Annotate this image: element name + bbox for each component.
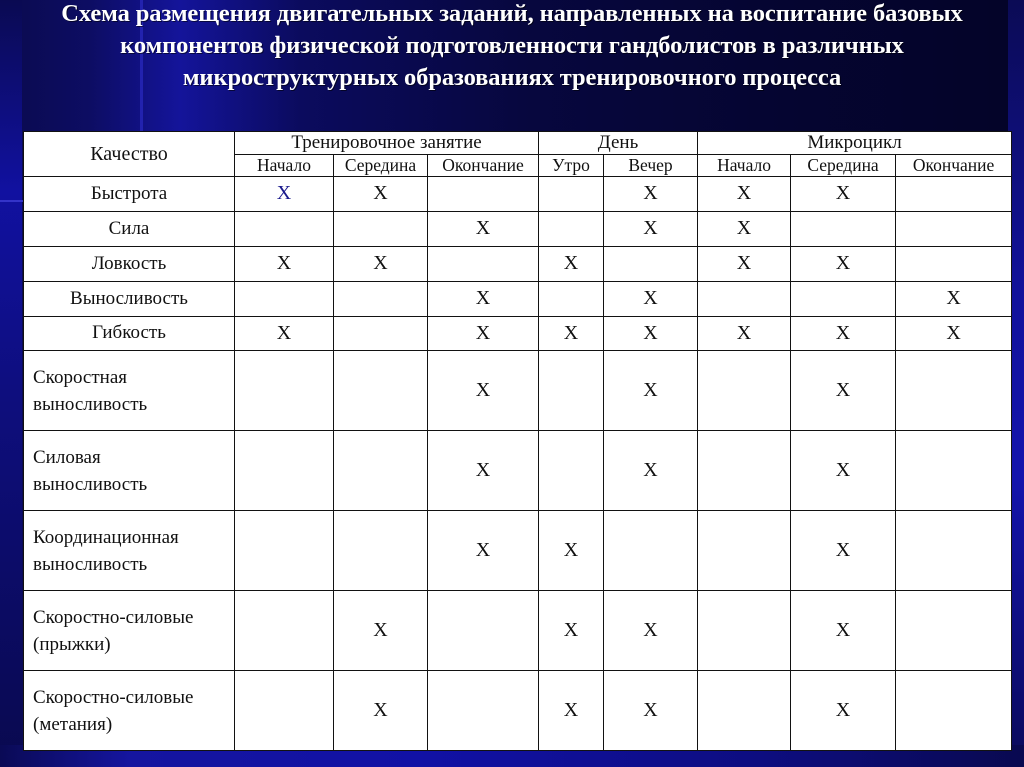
row-label: Координационная выносливость bbox=[24, 511, 235, 591]
cell-mark: X bbox=[428, 431, 539, 511]
cell-mark bbox=[334, 281, 428, 316]
table-row bbox=[24, 246, 1012, 281]
cell-mark: X bbox=[604, 671, 698, 751]
cell-mark: X bbox=[428, 211, 539, 246]
schema-table bbox=[23, 131, 1012, 751]
cell-mark: X bbox=[334, 177, 428, 212]
cell-mark: X bbox=[428, 281, 539, 316]
header-group-day: День bbox=[539, 132, 698, 155]
row-label: Скоростно-силовые (метания) bbox=[24, 671, 235, 751]
table-row bbox=[24, 511, 1012, 591]
table-row bbox=[24, 431, 1012, 511]
cell-mark bbox=[235, 591, 334, 671]
row-label: Быстрота bbox=[24, 177, 235, 212]
table-row bbox=[24, 316, 1012, 351]
cell-mark: X bbox=[539, 316, 604, 351]
header-sub-ts-start: Начало bbox=[235, 155, 334, 177]
cell-mark: X bbox=[604, 177, 698, 212]
cell-mark bbox=[235, 671, 334, 751]
schema-table-container bbox=[23, 131, 1011, 751]
cell-mark: X bbox=[539, 591, 604, 671]
cell-mark bbox=[539, 177, 604, 212]
cell-mark: X bbox=[428, 351, 539, 431]
cell-mark bbox=[539, 431, 604, 511]
row-label: Силовая выносливость bbox=[24, 431, 235, 511]
cell-mark bbox=[539, 351, 604, 431]
cell-mark: X bbox=[791, 511, 896, 591]
cell-mark: X bbox=[604, 431, 698, 511]
cell-mark: X bbox=[235, 316, 334, 351]
cell-mark bbox=[235, 281, 334, 316]
cell-mark bbox=[896, 431, 1012, 511]
cell-mark: X bbox=[896, 316, 1012, 351]
cell-mark bbox=[334, 316, 428, 351]
cell-mark: X bbox=[791, 671, 896, 751]
row-label: Ловкость bbox=[24, 246, 235, 281]
cell-mark: X bbox=[896, 281, 1012, 316]
table-row bbox=[24, 351, 1012, 431]
row-label: Скоростно-силовые (прыжки) bbox=[24, 591, 235, 671]
cell-mark: X bbox=[235, 246, 334, 281]
cell-mark: X bbox=[604, 281, 698, 316]
header-sub-day-evening: Вечер bbox=[604, 155, 698, 177]
cell-mark: X bbox=[235, 177, 334, 212]
cell-mark bbox=[235, 351, 334, 431]
table-row bbox=[24, 591, 1012, 671]
cell-mark bbox=[604, 511, 698, 591]
cell-mark: X bbox=[334, 246, 428, 281]
cell-mark bbox=[235, 211, 334, 246]
cell-mark: X bbox=[428, 316, 539, 351]
cell-mark bbox=[334, 351, 428, 431]
cell-mark bbox=[235, 431, 334, 511]
table-row bbox=[24, 281, 1012, 316]
cell-mark: X bbox=[334, 671, 428, 751]
cell-mark bbox=[698, 351, 791, 431]
table-header-group-row bbox=[24, 132, 1012, 155]
cell-mark: X bbox=[428, 511, 539, 591]
row-label: Сила bbox=[24, 211, 235, 246]
cell-mark bbox=[896, 177, 1012, 212]
cell-mark bbox=[698, 671, 791, 751]
cell-mark bbox=[235, 511, 334, 591]
cell-mark bbox=[698, 591, 791, 671]
cell-mark: X bbox=[791, 351, 896, 431]
header-quality: Качество bbox=[24, 132, 235, 177]
cell-mark: X bbox=[698, 177, 791, 212]
cell-mark: X bbox=[334, 591, 428, 671]
cell-mark: X bbox=[698, 211, 791, 246]
cell-mark bbox=[428, 246, 539, 281]
left-accent-band bbox=[0, 0, 22, 767]
header-sub-mc-end: Окончание bbox=[896, 155, 1012, 177]
table-body bbox=[24, 177, 1012, 751]
cell-mark bbox=[428, 671, 539, 751]
cell-mark bbox=[896, 246, 1012, 281]
cell-mark bbox=[539, 211, 604, 246]
cell-mark: X bbox=[698, 246, 791, 281]
table-row bbox=[24, 671, 1012, 751]
cell-mark: X bbox=[539, 511, 604, 591]
cell-mark: X bbox=[791, 177, 896, 212]
header-sub-day-morning: Утро bbox=[539, 155, 604, 177]
row-label: Скоростная выносливость bbox=[24, 351, 235, 431]
cell-mark: X bbox=[698, 316, 791, 351]
cell-mark bbox=[334, 431, 428, 511]
cell-mark: X bbox=[791, 591, 896, 671]
cell-mark bbox=[896, 511, 1012, 591]
cell-mark: X bbox=[791, 246, 896, 281]
cell-mark: X bbox=[604, 316, 698, 351]
cell-mark: X bbox=[791, 431, 896, 511]
cell-mark: X bbox=[539, 671, 604, 751]
cell-mark: X bbox=[791, 316, 896, 351]
cell-mark bbox=[428, 591, 539, 671]
cell-mark bbox=[539, 281, 604, 316]
cell-mark bbox=[334, 211, 428, 246]
table-row bbox=[24, 211, 1012, 246]
table-row bbox=[24, 177, 1012, 212]
cell-mark bbox=[428, 177, 539, 212]
cell-mark bbox=[896, 211, 1012, 246]
cell-mark: X bbox=[604, 591, 698, 671]
cell-mark: X bbox=[539, 246, 604, 281]
header-group-training-session: Тренировочное занятие bbox=[235, 132, 539, 155]
cell-mark bbox=[604, 246, 698, 281]
row-label: Выносливость bbox=[24, 281, 235, 316]
header-sub-mc-middle: Середина bbox=[791, 155, 896, 177]
cell-mark bbox=[698, 431, 791, 511]
cell-mark: X bbox=[604, 351, 698, 431]
table-header bbox=[24, 132, 1012, 177]
cell-mark bbox=[896, 351, 1012, 431]
cell-mark bbox=[698, 511, 791, 591]
cell-mark bbox=[791, 281, 896, 316]
header-sub-ts-middle: Середина bbox=[334, 155, 428, 177]
header-group-microcycle: Микроцикл bbox=[698, 132, 1012, 155]
header-sub-ts-end: Окончание bbox=[428, 155, 539, 177]
slide-title: Схема размещения двигательных заданий, направленных на воспитание базовых компонентов физической подготовленности гандболистов в различных микроструктурных образованиях тренировочного процесса bbox=[61, 0, 963, 91]
header-sub-mc-start: Начало bbox=[698, 155, 791, 177]
row-label: Гибкость bbox=[24, 316, 235, 351]
cell-mark bbox=[698, 281, 791, 316]
cell-mark bbox=[791, 211, 896, 246]
cell-mark bbox=[334, 511, 428, 591]
cell-mark bbox=[896, 671, 1012, 751]
cell-mark: X bbox=[604, 211, 698, 246]
cell-mark bbox=[896, 591, 1012, 671]
